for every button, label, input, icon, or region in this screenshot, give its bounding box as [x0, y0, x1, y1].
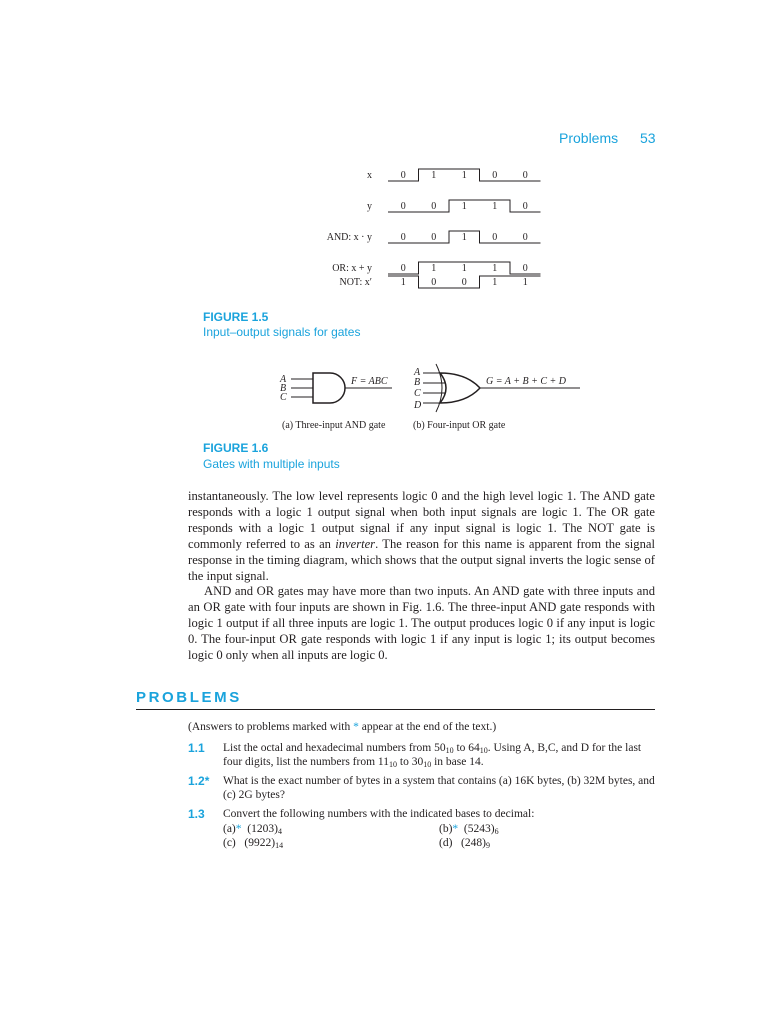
timing-bit-value: 0	[400, 232, 406, 243]
paragraph-1-part-a: instantaneously. The low level represents logic 0 and the high level logic 1. The AND gate responds with a logic 1 output signal when both input signals are logic 1. The OR gate responds with a logic 1 output signal if any input signal is logic 1. The NOT gate is commonly referred to as an	[188, 489, 655, 551]
timing-bit-value: 1	[492, 277, 498, 288]
p1-s3: 10	[389, 760, 397, 769]
p3-d-label: (d)	[439, 837, 453, 849]
timing-row-label: NOT: x′	[339, 277, 372, 288]
and-input-a: A	[280, 374, 287, 385]
and-gate	[279, 373, 392, 403]
p1-t5: in base 14.	[431, 756, 484, 768]
figure-1-6-caption: Gates with multiple inputs	[203, 457, 340, 471]
problem-1-1-number: 1.1	[188, 741, 205, 755]
problem-1-3-a	[223, 822, 282, 836]
timing-diagram	[0, 0, 768, 310]
inverter-term: inverter	[335, 536, 376, 551]
p3-a-val: (1203)	[247, 823, 278, 835]
p3-b-base: 6	[494, 827, 499, 836]
or-output-label: G = A + B + C + D	[486, 376, 566, 387]
page-number: 53	[640, 130, 656, 146]
paragraph-2: AND and OR gates may have more than two inputs. An AND gate with three inputs and an OR gate with four inputs are shown in Fig. 1.6. The three-input AND gate responds with logic 1 output if all three inputs are logic 1. The output produces logic 0 if any input is logic 0. The four-input OR gate responds with logic 1 if any input is logic 1; its output becomes logic 0 only when all inputs are logic 0.	[188, 584, 655, 663]
timing-bit-value: 0	[522, 232, 528, 243]
timing-bit-value: 0	[400, 170, 406, 181]
problem-1-3-c	[223, 836, 283, 850]
or-input-d: D	[414, 400, 422, 411]
timing-bit-value: 0	[492, 232, 498, 243]
timing-bit-value: 1	[522, 277, 528, 288]
paragraph-1-part-b: . The reason for this name is apparent from the signal response in the timing diagram, which shows that the output signal inverts the logic sense of the input signal.	[188, 536, 655, 583]
timing-bit-value: 0	[522, 170, 528, 181]
timing-bit-value: 1	[461, 263, 467, 274]
and-input-c: C	[280, 392, 287, 403]
or-input-a: A	[414, 367, 421, 378]
p3-d-val: (248)	[461, 837, 486, 849]
and-output-label: F = ABC	[351, 376, 388, 387]
timing-row-label: y	[367, 201, 372, 212]
star-marker: *	[353, 721, 359, 733]
p3-c-base: 14	[275, 841, 284, 850]
problem-1-3-text: Convert the following numbers with the indicated bases to decimal:	[223, 808, 535, 820]
or-gate-caption: (b) Four-input OR gate	[413, 420, 506, 431]
p3-c-val: (9922)	[244, 837, 276, 849]
timing-bit-value: 1	[400, 277, 406, 288]
p3-a-label: (a)	[223, 823, 236, 835]
and-gate-caption: (a) Three-input AND gate	[282, 420, 386, 431]
timing-bit-value: 0	[522, 201, 528, 212]
p3-a-star: *	[235, 823, 242, 835]
p1-t2: to 64	[453, 742, 480, 754]
intro-part-b: appear at the end of the text.)	[358, 721, 497, 733]
p3-b-star: *	[452, 823, 459, 835]
timing-bit-value: 1	[431, 263, 437, 274]
timing-bit-value: 0	[461, 277, 467, 288]
figure-1-5-caption: Input–output signals for gates	[203, 325, 361, 339]
timing-row-label: AND: x · y	[326, 232, 372, 243]
p2-num: 1.2	[188, 774, 205, 788]
timing-bit-value: 1	[492, 201, 498, 212]
p1-t4: to 30	[397, 756, 424, 768]
p1-s2: 10	[479, 746, 488, 755]
p1-t3: . Using A, B,C, and D for the last four digits, list the numbers from 11	[223, 742, 642, 768]
running-header-title: Problems	[559, 130, 619, 146]
timing-bit-value: 0	[431, 277, 437, 288]
timing-bit-value: 0	[400, 201, 406, 212]
timing-bit-value: 0	[431, 201, 437, 212]
problem-1-3-number: 1.3	[188, 807, 205, 821]
problem-1-2-number	[188, 774, 209, 788]
problem-1-3-d	[439, 836, 490, 850]
timing-bit-value: 1	[461, 232, 467, 243]
p1-s4: 10	[423, 760, 432, 769]
problem-1-3-b	[439, 822, 499, 836]
p3-b-label: (b)	[439, 823, 453, 835]
or-input-b: B	[414, 377, 421, 388]
problems-intro	[188, 720, 496, 734]
timing-bit-value: 1	[461, 201, 467, 212]
p1-s1: 10	[445, 746, 454, 755]
or-gate	[413, 364, 580, 412]
problem-1-2-text: What is the exact number of bytes in a system that contains (a) 16K bytes, (b) 32M bytes, and (c) 2G bytes?	[223, 775, 655, 801]
intro-part-a: (Answers to problems marked with	[188, 721, 354, 733]
p3-d-base: 9	[485, 841, 490, 850]
timing-bit-value: 0	[400, 263, 406, 274]
p1-t1: List the octal and hexadecimal numbers from 50	[223, 742, 446, 754]
timing-row-label: OR: x + y	[332, 263, 372, 274]
and-input-b: B	[280, 383, 287, 394]
or-input-c: C	[414, 388, 421, 399]
p3-b-val: (5243)	[463, 823, 495, 835]
p2-star: *	[204, 774, 210, 788]
timing-bit-value: 0	[522, 263, 528, 274]
timing-bit-value: 0	[431, 232, 437, 243]
problems-heading: PROBLEMS	[136, 689, 242, 706]
section-divider	[136, 709, 655, 710]
timing-bit-value: 0	[492, 170, 498, 181]
timing-bit-value: 1	[492, 263, 498, 274]
timing-row-label: x	[367, 170, 372, 181]
figure-1-6-label: FIGURE 1.6	[203, 441, 269, 455]
body-text	[188, 489, 655, 664]
p3-a-base: 4	[277, 827, 282, 836]
problem-1-1-text	[223, 741, 655, 769]
figure-1-5-label: FIGURE 1.5	[203, 310, 269, 324]
timing-bit-value: 1	[431, 170, 437, 181]
paragraph-1	[188, 489, 655, 584]
timing-bit-value: 1	[461, 170, 467, 181]
gates-figure	[0, 360, 768, 440]
p3-c-label: (c)	[223, 837, 236, 849]
